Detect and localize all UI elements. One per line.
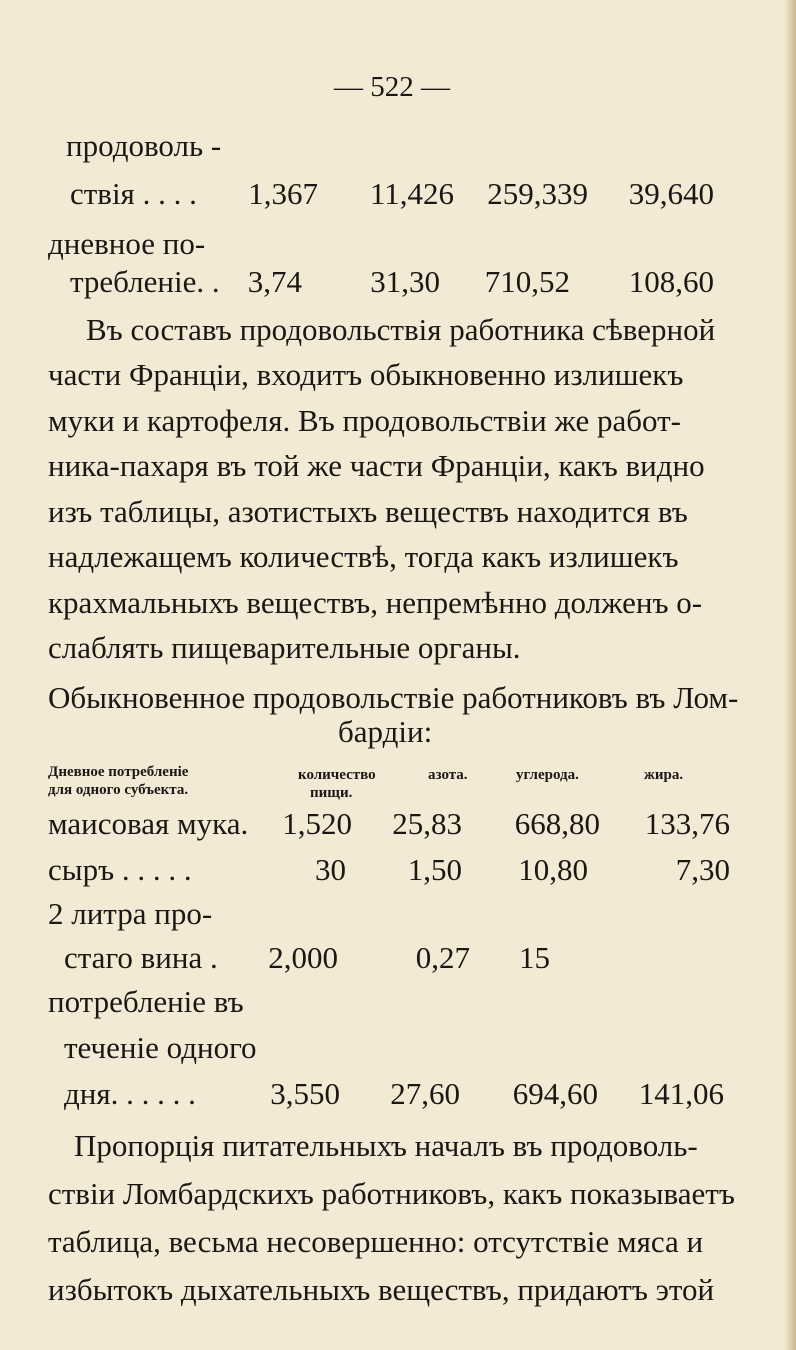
table-row-label: стаго вина . [64, 940, 218, 975]
column-header-fat: жира. [644, 767, 684, 783]
table-cell: 2,000 [268, 940, 338, 975]
text-line: Въ составъ продовольствія работника сѣверной [86, 312, 716, 347]
table-row-label: маисовая мука. [48, 806, 249, 841]
table-cell: 3,74 [247, 264, 302, 299]
table-row-label: ствія . . . . [70, 176, 197, 211]
text-line: крахмальныхъ веществъ, непремѣнно долженъ о- [48, 585, 703, 620]
table-cell: 7,30 [675, 852, 730, 887]
table-row-label: потребленіе въ [48, 984, 244, 1019]
text-line: избытокъ дыхательныхъ веществъ, придаютъ этой [48, 1272, 715, 1307]
section-title-line: бардіи: [338, 714, 433, 749]
table-cell: 10,80 [518, 852, 588, 887]
table-row-label: теченіе одного [64, 1030, 257, 1065]
table-cell: 15 [519, 940, 550, 975]
table-row-label: требленіе. . [70, 264, 220, 299]
table-cell: 1,367 [248, 176, 318, 211]
table-row-label: дневное по- [48, 226, 206, 261]
text-line: ника-пахаря въ той же части Франціи, какъ видно [48, 448, 705, 483]
table-cell: 3,550 [270, 1076, 340, 1111]
table-cell: 710,52 [484, 264, 570, 299]
table-cell: 11,426 [369, 176, 454, 211]
page-number: — 522 — [334, 71, 450, 103]
table-cell: 0,27 [415, 940, 470, 975]
page-edge-shadow [784, 0, 796, 1350]
text-line: надлежащемъ количествѣ, тогда какъ излишекъ [48, 539, 679, 574]
text-line: муки и картофеля. Въ продовольствіи же работ- [48, 403, 681, 438]
text-line: ствіи Ломбардскихъ работниковъ, какъ показываетъ [48, 1176, 735, 1211]
column-header-quantity: количество [298, 767, 376, 783]
table-row-label: сыръ . . . . . [48, 852, 192, 887]
table-cell: 259,339 [487, 176, 588, 211]
text-line: слаблять пищеварительные органы. [48, 630, 521, 665]
table-cell: 25,83 [392, 806, 462, 841]
table-cell: 108,60 [628, 264, 714, 299]
column-header-quantity: пищи. [310, 785, 353, 801]
table-row-label: продоволь - [66, 128, 222, 163]
column-header-subject: Дневное потребленіе [48, 764, 189, 780]
table-cell: 133,76 [644, 806, 730, 841]
text-line: таблица, весьма несовершенно: отсутствіе мяса и [48, 1224, 704, 1259]
text-line: части Франціи, входитъ обыкновенно излишекъ [48, 357, 684, 392]
table-row-label: дня. . . . . . [64, 1076, 196, 1111]
text-line: изъ таблицы, азотистыхъ веществъ находится въ [48, 494, 688, 529]
table-cell: 1,50 [407, 852, 462, 887]
table-cell: 141,06 [638, 1076, 724, 1111]
table-cell: 694,60 [512, 1076, 598, 1111]
section-title-line: Обыкновенное продовольствіе работниковъ въ Лом- [48, 680, 739, 715]
table-cell: 1,520 [282, 806, 352, 841]
table-cell: 27,60 [390, 1076, 460, 1111]
table-cell: 39,640 [628, 176, 714, 211]
column-header-subject: для одного субъекта. [48, 782, 189, 798]
table-cell: 30 [315, 852, 346, 887]
table-cell: 31,30 [370, 264, 440, 299]
column-header-nitrogen: азота. [428, 767, 468, 783]
table-cell: 668,80 [514, 806, 600, 841]
table-row-label: 2 литра про- [48, 896, 213, 931]
column-header-carbon: углерода. [516, 767, 579, 783]
text-line: Пропорція питательныхъ началъ въ продоволь- [74, 1128, 698, 1163]
